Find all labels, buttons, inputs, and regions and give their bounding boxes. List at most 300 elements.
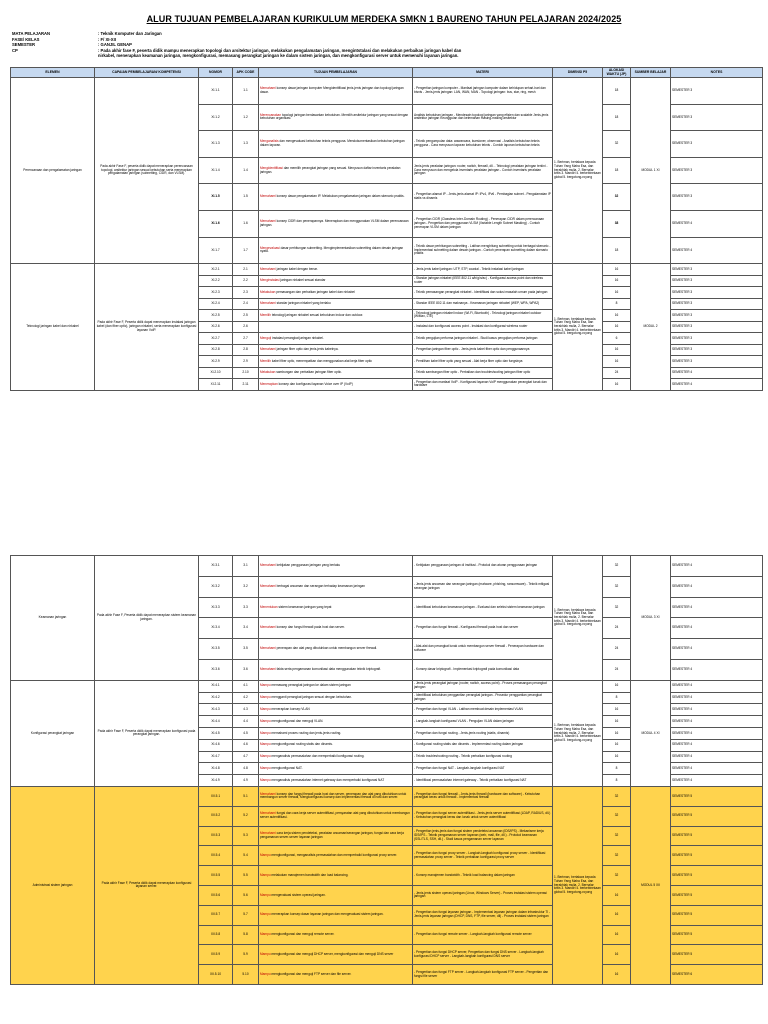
alokasi-waktu-cell: 16 [603,751,631,763]
materi-cell: - Jenis-jenis ancaman dan serangan jaringan (malware, phishing, ransomware) - Teknik mitigasi serangan jaringan [413,576,553,597]
tujuan-verb: Melakukan [260,289,276,294]
tujuan-verb: Mampu [260,932,271,937]
notes-cell: SEMESTER 4 [671,556,763,577]
elemen-cell: Administrasi sistem jaringan [11,787,95,985]
sumber-belajar-cell: MODUL 5 XII [631,787,671,985]
notes-cell: SEMESTER 4 [671,639,763,660]
tujuan-verb: Memahami [260,347,276,352]
notes-cell: SEMESTER 4 [671,659,763,680]
alokasi-waktu-cell: 16 [603,344,631,356]
nomor-cell: XI.2.1 [199,264,233,276]
tujuan-verb: Memahami [260,266,276,271]
tujuan-text: mengkonfigurasi dan menguji DHCP server, mengkonfigurasi dan menguji DNS server [271,951,394,956]
materi-cell: - Standar jaringan nirkabel (IEEE 802.11 a/b/g/n/ac) - Konfigurasi access point dan wireless router [413,275,553,287]
notes-cell: SEMESTER 3 [671,104,763,131]
materi-cell: - Pengertian jaringan fiber optic - Jenis-jenis kabel fiber optic dan penggunaannya [413,344,553,356]
table-row [11,787,763,807]
tujuan-cell [259,826,413,846]
tujuan-cell [259,727,413,739]
notes-cell: SEMESTER 5 [671,826,763,846]
apk-code-cell: 1.7 [233,237,259,264]
tujuan-cell [259,659,413,680]
materi-cell: - Pengertian dan fungsi layanan jaringan - Implementasi layanan jaringan dalam infrastruktur TI - Jenis-jenis layanan jaringan (DHCP, DNS, FTP, file server, dll) - Proses instalasi sistem jaringan [413,905,553,925]
materi-cell: - Pengertian dan fungsi VLAN - Latihan membuat desain implementasi VLAN [413,704,553,716]
notes-cell: SEMESTER 4 [671,763,763,775]
nomor-cell: XI.1.6 [199,210,233,237]
nomor-cell: XII.5.2 [199,806,233,826]
tujuan-verb: Menganalisis [260,139,279,144]
capaian-cell: Pada akhir Fase F, Peserta didik dapat menerapkan konfigurasi layanan server. [95,787,199,985]
tujuan-text: jaringan kabel dengan benar. [276,266,318,271]
materi-cell: - Konfigurasi routing statis dan dinamis - Implementasi routing dalam jaringan [413,739,553,751]
tujuan-verb: Memahami [260,301,276,306]
tujuan-verb: Memahami [260,667,276,672]
notes-cell: SEMESTER 4 [671,704,763,716]
meta-value: nirkabel, menerapkan keamanan jaringan, mengkonfigurasi, memasang perangkat jaringan ke dalam sistem jaringan, dan mengkonfigurasi server untuk memenuhi layanan jaringan. [98,53,459,58]
apk-code-cell: 5.3 [233,826,259,846]
tujuan-text: memasang perangkat jaringan ke dalam sistem jaringan [271,683,351,688]
materi-cell: - Teknik pemasangan perangkat nirkabel - Identifikasi dan solusi masalah umum pada jaringan [413,287,553,299]
nomor-cell: XII.5.1 [199,787,233,807]
apk-code-cell: 5.6 [233,885,259,905]
materi-cell: - Teknologi jaringan nirkabel indoor (Wi-Fi, Bluetooth) - Teknologi jaringan nirkabel outdoor (WiMax, LTE) [413,310,553,322]
nomor-cell: XII.5.3 [199,826,233,846]
tujuan-verb: Menerapkan [260,381,278,386]
tujuan-verb: Mampu [260,754,271,759]
document-meta [12,31,752,59]
alokasi-waktu-cell: 16 [603,356,631,368]
nomor-cell: XII.5.10 [199,965,233,985]
tujuan-cell [259,704,413,716]
notes-cell: SEMESTER 4 [671,680,763,692]
notes-cell: SEMESTER 4 [671,210,763,237]
tujuan-verb: Memahami [260,194,276,199]
tujuan-verb: Memilih [260,312,271,317]
tujuan-cell [259,237,413,264]
column-header: APK CODE [233,68,259,78]
dimensi-p5-cell: 1. Beriman, bertakwa kepada Tuhan Yang Maha Esa, dan berakhlak mulia, 2. Bernalar kritis 3. Mandiri 4. berkebinekaan global 5. bergotong-royong [553,78,603,264]
alokasi-waktu-cell: 16 [603,704,631,716]
elemen-cell: Teknologi jaringan kabel dan nirkabel [11,264,95,391]
nomor-cell: XI.1.7 [199,237,233,264]
column-header: TUJUAN PEMBELAJARAN [259,68,413,78]
nomor-cell: XI.2.5 [199,310,233,322]
materi-cell: - Identifikasi kebutuhan keamanan jaringan - Evaluasi dan seleksi sistem keamanan jaringan [413,597,553,618]
apk-code-cell: 3.1 [233,556,259,577]
tujuan-verb: Menentukan [260,604,278,609]
tujuan-verb: Mampu [260,852,271,857]
tujuan-verb: Memahami [260,646,276,651]
tujuan-cell [259,321,413,333]
tujuan-cell [259,333,413,345]
meta-key: SEMESTER [12,42,36,47]
tujuan-verb: Mampu [260,892,271,897]
tujuan-verb: Memahami [260,831,276,836]
nomor-cell: XI.1.3 [199,131,233,158]
tujuan-verb: Menginstalasi [260,278,280,283]
notes-cell: SEMESTER 5 [671,806,763,826]
meta-value: : F/ XI-XII [98,36,116,42]
notes-cell: SEMESTER 4 [671,379,763,391]
apk-code-cell: 4.4 [233,716,259,728]
alokasi-waktu-cell: 38 [603,210,631,237]
tujuan-verb: Melakukan [260,370,276,375]
nomor-cell: XI.2.7 [199,333,233,345]
meta-value: : Pada akhir fase F, peserta didik mampu menerapkan topologi dan arsitektur jaringan, melakukan pengalamatan jaringan, mengintstalasi dan melakukan perbaikan jaringan kabel dan [98,47,462,53]
nomor-cell: XI.4.8 [199,763,233,775]
alokasi-waktu-cell: 16 [603,680,631,692]
apk-code-cell: 1.5 [233,184,259,211]
apk-code-cell: 2.3 [233,287,259,299]
column-header: NOTES [671,68,763,78]
notes-cell: SEMESTER 3 [671,321,763,333]
notes-cell: SEMESTER 3 [671,275,763,287]
tujuan-cell [259,556,413,577]
tujuan-text: menganalisis permasalahan dan memperbaiki konfigurasi routing. [271,754,365,759]
nomor-cell: XII.5.6 [199,885,233,905]
meta-key: MATA PELAJARAN [12,31,51,36]
tujuan-verb: Memahami [260,86,276,91]
meta-key: FASE/ KELAS [12,36,40,42]
tujuan-cell [259,866,413,886]
tujuan-text: konsep dan konfigurasi layanan Voice over IP (VoIP) [278,381,353,386]
alokasi-waktu-cell: 32 [603,846,631,866]
tujuan-verb: Memahami [260,791,276,796]
tujuan-cell [259,184,413,211]
tujuan-verb: Mengevaluasi [260,245,280,250]
tujuan-verb: Mampu [260,706,271,711]
column-header: ALOKASI WAKTU (JP) [603,68,631,78]
apk-code-cell: 5.8 [233,925,259,945]
materi-cell: - Standar IEEE 802.11 dan maknanya - Keamanan jaringan nirkabel (WEP, WPA, WPA2) [413,298,553,310]
materi-cell: - Pengertian dan fungsi routing - Jenis-jenis routing (statis, dinamis) [413,727,553,739]
alokasi-waktu-cell: 16 [603,310,631,322]
tujuan-cell [259,692,413,704]
nomor-cell: XI.3.5 [199,639,233,660]
apk-code-cell: 5.9 [233,945,259,965]
tujuan-text: menerapkan konsep dasar layanan jaringan dan mengevaluasi sistem jaringan. [271,912,384,917]
tujuan-verb: Mampu [260,777,271,782]
meta-key: CP [12,47,18,53]
alokasi-waktu-cell: 24 [603,659,631,680]
tujuan-text: penerapan dan alat yang dibutuhkan untuk membangun server firewall. [276,646,378,651]
apk-code-cell: 3.3 [233,597,259,618]
dimensi-p5-cell: 1. Beriman, bertakwa kepada Tuhan Yang Maha Esa, dan berakhlak mulia, 2. Bernalar kritis 3. Mandiri 4. berkebinekaan global 5. bergotong-royong [553,264,603,391]
alokasi-waktu-cell: 6 [603,333,631,345]
nomor-cell: XI.2.4 [199,298,233,310]
alokasi-waktu-cell: 8 [603,763,631,775]
tujuan-cell [259,846,413,866]
materi-cell: Jenis-jenis peralatan jaringan: router, switch, firewall, dll. - Teknologi peralatan jaringan terkini - Cara menyusun dan mengelola inventaris peralatan jaringan - Contoh inventaris peralatan jaringan [413,157,553,184]
tujuan-cell [259,787,413,807]
alokasi-waktu-cell: 16 [603,716,631,728]
alokasi-waktu-cell: 32 [603,806,631,826]
apk-code-cell: 5.2 [233,806,259,826]
tujuan-cell [259,639,413,660]
nomor-cell: XI.3.1 [199,556,233,577]
tujuan-cell [259,310,413,322]
tujuan-text: dan memilih perangkat jaringan yang sesuai. Menyusun daftar inventaris peralatan jaringan. [260,165,401,174]
materi-cell: - Teknik dasar perhitungan subnetting - Latihan menghitung subnetting untuk berbagai skenario - Implementasi subnetting dalam desain jaringan - Contoh penerapan subnetting dalam skenario praktis [413,237,553,264]
alokasi-waktu-cell: 32 [603,597,631,618]
alokasi-waktu-cell: 24 [603,639,631,660]
tujuan-verb: Memahami [260,563,276,568]
tujuan-text: sambungan dan perbaikan jaringan fiber optic. [276,370,342,375]
notes-cell: SEMESTER 3 [671,344,763,356]
nomor-cell: XI.1.4 [199,157,233,184]
nomor-cell: XI.2.9 [199,356,233,368]
nomor-cell: XII.5.4 [199,846,233,866]
notes-cell: SEMESTER 4 [671,739,763,751]
apk-code-cell: 4.3 [233,704,259,716]
tujuan-text: mengevaluasi sistem operasi jaringan. [271,892,326,897]
notes-cell: SEMESTER 4 [671,727,763,739]
table-header-row [11,68,763,78]
materi-cell: - Jenis-jenis perangkat jaringan (router, switch, access point) - Proses pemasangan perangkat jaringan [413,680,553,692]
materi-cell: - Identifikasi kebutuhan penggantian perangkat jaringan - Prosedur penggantian perangkat jaringan [413,692,553,704]
tujuan-text: memahami proses routing dan jenis-jenis routing. [271,730,342,735]
tujuan-cell [259,806,413,826]
notes-cell: SEMESTER 5 [671,925,763,945]
tujuan-cell [259,356,413,368]
apk-code-cell: 5.4 [233,846,259,866]
table-row [11,264,763,276]
alokasi-waktu-cell: 16 [603,905,631,925]
tujuan-verb: Mampu [260,730,271,735]
notes-cell: SEMESTER 5 [671,846,763,866]
nomor-cell: XI.3.2 [199,576,233,597]
alokasi-waktu-cell: 16 [603,275,631,287]
column-header: DIMENSI P5 [553,68,603,78]
apk-code-cell: 3.2 [233,576,259,597]
materi-cell: - Pengertian dan fungsi proxy server - Langkah-langkah konfigurasi proxy server - Identifikasi permasalahan proxy server - Teknik perbaikan konfigurasi proxy server [413,846,553,866]
alokasi-waktu-cell: 32 [603,131,631,158]
alokasi-waktu-cell: 16 [603,965,631,985]
capaian-cell: Pada akhir Fase F, Peserta didik dapat menerapkan instalasi jaringan kabel (dan fiber optic), jaringan nirkabel, serta menerapkan konfigurasi layanan VoIP. [95,264,199,391]
nomor-cell: XI.3.4 [199,618,233,639]
table-row [11,556,763,577]
alokasi-waktu-cell: 16 [603,287,631,299]
notes-cell: SEMESTER 4 [671,775,763,787]
capaian-cell: Pada akhir Fase F, Peserta didik dapat menerapkan konfigurasi pada perangkat jaringan. [95,680,199,786]
alokasi-waktu-cell: 16 [603,739,631,751]
nomor-cell: XI.3.3 [199,597,233,618]
tujuan-verb: Mampu [260,971,271,976]
materi-cell: - Pengertian dan fungsi DHCP server, Pengertian dan fungsi DNS server - Langkah-langkah konfigurasi DHCP server - Langkah-langkah konfigurasi DNS server [413,945,553,965]
tujuan-text: mengkonfigurasi, menganalisis permasalahan dan memperbaiki konfigurasi proxy server. [271,852,398,857]
tujuan-verb: Mampu [260,765,271,770]
notes-cell: SEMESTER 4 [671,237,763,264]
curriculum-table-page-1 [10,67,763,391]
tujuan-cell [259,367,413,379]
nomor-cell: XI.4.5 [199,727,233,739]
materi-cell: - Konsep manajemen bandwidth - Teknik load balancing dalam jaringan [413,866,553,886]
meta-row [12,53,752,59]
tujuan-cell [259,104,413,131]
alokasi-waktu-cell: 16 [603,945,631,965]
materi-cell: - Jenis-jenis sistem operasi jaringan (Linux, Windows Server) - Proses instalasi sistem operasi jaringan [413,885,553,905]
apk-code-cell: 2.8 [233,344,259,356]
tujuan-text: fakta serta pengamanan komunikasi data menggunakan teknik kriptografi. [276,667,382,672]
materi-cell: - Langkah-langkah konfigurasi VLAN - Pengujian VLAN dalam jaringan [413,716,553,728]
tujuan-text: mengganti perangkat jaringan sesuai dengan kebutuhan. [271,695,352,700]
tujuan-verb: Mampu [260,872,271,877]
materi-cell: - Instalasi dan konfigurasi access point - Instalasi dan konfigurasi wireless router [413,321,553,333]
tujuan-cell [259,680,413,692]
tujuan-text: topologi jaringan berdasarkan kebutuhan. Memilih arsitektur jaringan yang sesuai dengan kebutuhan organisasi. [260,112,409,121]
apk-code-cell: 2.5 [233,310,259,322]
tujuan-text: konsep dasar jaringan komputer Mengidentifikasi jenis-jenis jaringan dan topologi jaringan dasar. [260,86,404,94]
tujuan-text: instalasi perangkat jaringan nirkabel. [272,335,324,340]
apk-code-cell: 2.4 [233,298,259,310]
tujuan-text: kabel fiber optic, menempatkan dan menggunakan alat kerja fiber optic [271,358,372,363]
alokasi-waktu-cell: 16 [603,925,631,945]
notes-cell: SEMESTER 3 [671,298,763,310]
tujuan-cell [259,287,413,299]
materi-cell: - Konsep dasar kriptografi - Implementasi kriptografi pada komunikasi data [413,659,553,680]
materi-cell: - Pemilihan kabel fiber optic yang sesuai - Alat kerja fiber optic dan fungsinya [413,356,553,368]
notes-cell: SEMESTER 3 [671,157,763,184]
elemen-cell: Konfigurasi perangkat jaringan [11,680,95,786]
apk-code-cell: 5.10 [233,965,259,985]
tujuan-verb: Memahami [260,811,276,816]
nomor-cell: XI.2.8 [199,344,233,356]
apk-code-cell: 1.1 [233,78,259,105]
tujuan-text: mengkonfigurasi dan menguji remote server. [271,932,335,937]
notes-cell: SEMESTER 5 [671,787,763,807]
tujuan-cell [259,597,413,618]
materi-cell: - Pengertian jenis-jenis dan fungsi sistem pendeteksi ancaman (IDS/IPS) - Mekanisme kerja IDS/IPS - Teknik pengamanan server layanan (web, mail, file, dll.) - Protokol keamanan (SSL/TLS, SSH, dll.) - Studi kasus pengamanan server layanan [413,826,553,846]
tujuan-cell [259,275,413,287]
notes-cell: SEMESTER 4 [671,576,763,597]
tujuan-text: dan mengevaluasi kebutuhan teknis pengguna. Mendokumentasikan kebutuhan jaringan dalam laporan. [260,139,405,147]
nomor-cell: XI.4.1 [199,680,233,692]
tujuan-text: menerapkan konsep VLAN [271,706,310,711]
capaian-cell: Pada akhir Fase F, peserta didik dapat menerapkan perencanaan topologi, arsitektur jaringan sesuai kebutuhan serta menerapkan pengalamatan jaringan (subnetting, CIDR, dan VLSM). [95,78,199,264]
tujuan-cell [259,576,413,597]
alokasi-waktu-cell: 8 [603,298,631,310]
notes-cell: SEMESTER 4 [671,597,763,618]
alokasi-waktu-cell: 32 [603,787,631,807]
nomor-cell: XI.2.6 [199,321,233,333]
nomor-cell: XI.1.2 [199,104,233,131]
tujuan-cell [259,210,413,237]
notes-cell: SEMESTER 5 [671,945,763,965]
materi-cell: - Pengertian CIDR (Classless Inter-Domain Routing) - Penerapan CIDR dalam perencanaan jaringan - Pengertian dan penggunaan VLSM (Variable Length Subnet Masking) - Contoh penerapan VLSM dalam jaringan [413,210,553,237]
apk-code-cell: 2.2 [233,275,259,287]
apk-code-cell: 3.6 [233,659,259,680]
alokasi-waktu-cell: 32 [603,576,631,597]
materi-cell: - Teknik pengumpulan data: wawancara, kuesioner, observasi - Analisis kebutuhan teknis pengguna - Cara menyusun laporan kebutuhan teknis - Contoh laporan kebutuhan teknis [413,131,553,158]
nomor-cell: XI.1.1 [199,78,233,105]
notes-cell: SEMESTER 4 [671,692,763,704]
tujuan-verb: Memahami [260,583,276,588]
nomor-cell: XII.5.8 [199,925,233,945]
column-header: MATERI [413,68,553,78]
tujuan-cell [259,925,413,945]
table-row [11,78,763,105]
apk-code-cell: 2.6 [233,321,259,333]
apk-code-cell: 5.7 [233,905,259,925]
materi-cell: - Jenis-jenis kabel jaringan: UTP, STP, coaxial - Teknik instalasi kabel jaringan [413,264,553,276]
notes-cell: SEMESTER 5 [671,905,763,925]
tujuan-text: kebijakan penggunaan jaringan yang berlaku [276,563,341,568]
column-header: ELEMEN [11,68,95,78]
materi-cell: - Pengertian alamat IP - Jenis-jenis alamat IP: IPv4, IPv6 - Pembagian subnet - Pengalamatan IP statis vs dinamis [413,184,553,211]
tujuan-cell [259,344,413,356]
materi-cell: - Teknik pengujian performa jaringan nirkabel - Studi kasus pengujian performa jaringan [413,333,553,345]
alokasi-waktu-cell: 32 [603,184,631,211]
tujuan-verb: Menguji [260,335,272,340]
notes-cell: SEMESTER 3 [671,131,763,158]
nomor-cell: XI.1.5 [199,184,233,211]
tujuan-cell [259,298,413,310]
alokasi-waktu-cell: 16 [603,885,631,905]
apk-code-cell: 2.1 [233,264,259,276]
tujuan-cell [259,763,413,775]
alokasi-waktu-cell: 24 [603,618,631,639]
nomor-cell: XI.4.9 [199,775,233,787]
alokasi-waktu-cell: 32 [603,556,631,577]
tujuan-text: fungsi dan cara kerja server autentifikasi, persyaratan alat yang dibutuhkan untuk membangun server autentifikasi. [260,811,410,820]
nomor-cell: XI.2.3 [199,287,233,299]
materi-cell: - Pengertian dan manfaat VoIP - Konfigurasi layanan VoIP menggunakan perangkat lunak dan hardware [413,379,553,391]
alokasi-waktu-cell: 32 [603,826,631,846]
apk-code-cell: 2.10 [233,367,259,379]
nomor-cell: XI.4.7 [199,751,233,763]
tujuan-cell [259,885,413,905]
notes-cell: SEMESTER 3 [671,184,763,211]
alokasi-waktu-cell: 16 [603,264,631,276]
apk-code-cell: 4.1 [233,680,259,692]
alokasi-waktu-cell: 18 [603,157,631,184]
alokasi-waktu-cell: 8 [603,775,631,787]
materi-cell: - Teknik sambungan fiber optic - Perbaikan dan troubleshooting jaringan fiber optic [413,367,553,379]
notes-cell: SEMESTER 3 [671,78,763,105]
apk-code-cell: 2.11 [233,379,259,391]
nomor-cell: XI.3.6 [199,659,233,680]
sumber-belajar-cell: MODUL 4 XI [631,680,671,786]
alokasi-waktu-cell: 32 [603,866,631,886]
tujuan-verb: Memahami [260,219,276,224]
apk-code-cell: 5.5 [233,866,259,886]
apk-code-cell: 5.1 [233,787,259,807]
apk-code-cell: 1.3 [233,131,259,158]
tujuan-text: sistem keamanan jaringan yang tepat [278,604,332,609]
materi-cell: - Teknik troubleshooting routing - Teknik perbaikan konfigurasi routing [413,751,553,763]
tujuan-text: melakukan manajemen bandwidth dan load balancing. [271,872,349,877]
alokasi-waktu-cell: 16 [603,379,631,391]
tujuan-text: jaringan fiber optic dan jenis-jenis kabelnya. [276,347,339,352]
meta-value: : Teknik Komputer dan Jaringan [98,31,162,36]
tujuan-verb: Mampu [260,951,271,956]
tujuan-text: berbagai ancaman dan serangan terhadap keamanan jaringan [276,583,365,588]
tujuan-text: konsep CIDR dan penerapannya. Menerapkan dan menggunakan VLSM dalam perencanaan jaringan. [260,219,409,227]
alokasi-waktu-cell: 18 [603,104,631,131]
materi-cell: - Alat-alat dan perangkat lunak untuk membangun server firewall - Penerapan hardware dan software [413,639,553,660]
tujuan-text: mengkonfigurasi dan menguji FTP server dan file server. [271,971,352,976]
nomor-cell: XI.4.4 [199,716,233,728]
apk-code-cell: 3.5 [233,639,259,660]
notes-cell: SEMESTER 3 [671,333,763,345]
tujuan-cell [259,775,413,787]
notes-cell: SEMESTER 3 [671,356,763,368]
tujuan-verb: Mampu [260,912,271,917]
nomor-cell: XI.2.11 [199,379,233,391]
tujuan-text: pemasangan dan perbaikan jaringan kabel dan nirkabel [276,289,355,294]
tujuan-verb: Memahami [260,625,276,630]
nomor-cell: XI.2.2 [199,275,233,287]
